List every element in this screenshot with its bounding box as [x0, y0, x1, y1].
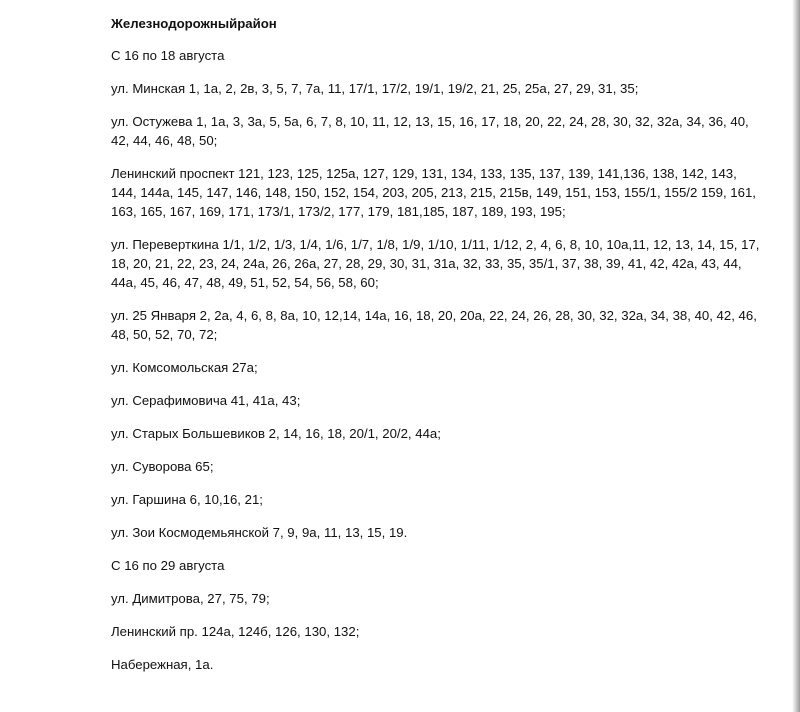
paragraph-street-perevertkina: ул. Переверткина 1/1, 1/2, 1/3, 1/4, 1/6, 1/7, 1/8, 1/9, 1/10, 1/11, 1/12, 2, 4, 6, 8, 10, 10а,11, 12, 13, 14, 15, 17, 18, 20, 21, 22, 23, 24, 24а, 26, 26а, 27, 28, 29, 30, 31, 31а, 32, 33, 35, 35/1, 37, 38, 39, 41, 42, 42а, 43, 44, 44а, 45, 46, 47, 48, 49, 51, 52, 54, 56, 58, 60; [111, 237, 760, 290]
document-title: Железнодорожныйрайон [111, 16, 277, 31]
paragraph-street-komsomolskaya: ул. Комсомольская 27а; [111, 360, 258, 375]
paragraph-street-suvorova: ул. Суворова 65; [111, 459, 214, 474]
paragraph-street-minskaya: ул. Минская 1, 1а, 2, 2в, 3, 5, 7, 7а, 11, 17/1, 17/2, 19/1, 19/2, 21, 25, 25а, 27, 29, 31, 35; [111, 81, 639, 96]
paragraph-street-garshina: ул. Гаршина 6, 10,16, 21; [111, 492, 263, 507]
paragraph-leninsky-prospekt: Ленинский проспект 121, 123, 125, 125а, 127, 129, 131, 134, 133, 135, 137, 139, 141,136, 138, 142, 143, 144, 144а, 145, 147, 146, 148, 150, 152, 154, 203, 205, 213, 215, 215в, 149, 151, 153, 155/1, 155/2 159, 161, 163, 165, 167, 169, 171, 173/1, 173/2, 177, 179, 181,185, 187, 189, 193, 195; [111, 166, 756, 219]
paragraph-street-starykh-bolshevikov: ул. Старых Большевиков 2, 14, 16, 18, 20/1, 20/2, 44а; [111, 426, 441, 441]
paragraph-street-serafimovicha: ул. Серафимовича 41, 41а, 43; [111, 393, 301, 408]
page-edge-shadow [792, 0, 800, 712]
paragraph-street-zoi-kosmodemyanskoy: ул. Зои Космодемьянской 7, 9, 9а, 11, 13, 15, 19. [111, 525, 408, 540]
paragraph-street-dimitrova: ул. Димитрова, 27, 75, 79; [111, 591, 270, 606]
paragraph-street-25-yanvarya: ул. 25 Января 2, 2а, 4, 6, 8, 8а, 10, 12,14, 14а, 16, 18, 20, 20а, 22, 24, 26, 28, 30, 32, 32а, 34, 38, 40, 42, 46, 48, 50, 52, 70, 72; [111, 308, 757, 342]
document-body [111, 14, 761, 688]
paragraph-date-range-1: С 16 по 18 августа [111, 48, 225, 63]
paragraph-naberezhnaya: Набережная, 1а. [111, 657, 214, 672]
paragraph-street-ostuzheva: ул. Остужева 1, 1а, 3, 3а, 5, 5а, 6, 7, 8, 10, 11, 12, 13, 15, 16, 17, 18, 20, 22, 24, 28, 30, 32, 32а, 34, 36, 40, 42, 44, 46, 48, 50; [111, 114, 749, 148]
paragraph-leninsky-pr: Ленинский пр. 124а, 124б, 126, 130, 132; [111, 624, 360, 639]
paragraph-date-range-2: С 16 по 29 августа [111, 558, 225, 573]
